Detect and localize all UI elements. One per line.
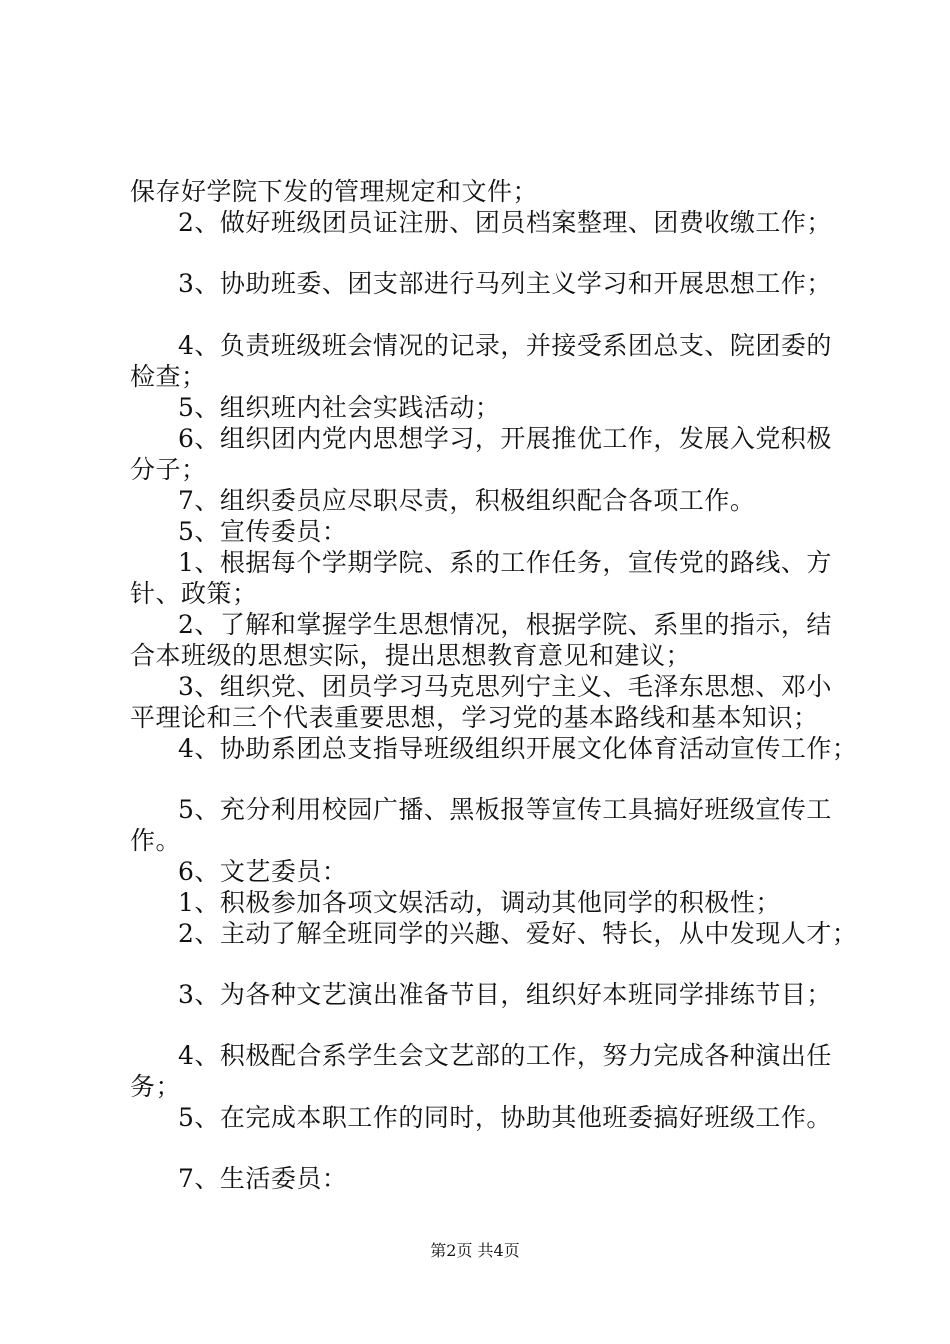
text-line: 2、主动了解全班同学的兴趣、爱好、特长，从中发现人才； [178,919,858,948]
text-line: 保存好学院下发的管理规定和文件； [130,177,539,206]
section-heading: 5、宣传委员： [178,517,348,546]
text-line: 4、协助系团总支指导班级组织开展文化体育活动宣传工作； [178,734,858,763]
text-line: 2、做好班级团员证注册、团员档案整理、团费收缴工作； [178,208,832,237]
section-heading: 7、生活委员： [178,1164,348,1193]
text-line: 1、根据每个学期学院、系的工作任务，宣传党的路线、方 [178,548,832,577]
text-line: 7、组织委员应尽职尽责，积极组织配合各项工作。 [178,486,756,515]
text-line: 检查； [130,362,207,391]
text-line: 5、组织班内社会实践活动； [178,393,501,422]
text-line: 4、负责班级班会情况的记录，并接受系团总支、院团委的 [178,331,832,360]
text-line: 5、在完成本职工作的同时，协助其他班委搞好班级工作。 [178,1103,832,1132]
text-line: 3、组织党、团员学习马克思列宁主义、毛泽东思想、邓小 [178,672,832,701]
page-number-footer: 第2页 共4页 [430,1241,520,1260]
text-line: 1、积极参加各项文娱活动，调动其他同学的积极性； [178,888,781,917]
text-line: 3、协助班委、团支部进行马列主义学习和开展思想工作； [178,269,832,298]
text-line: 6、组织团内党内思想学习，开展推优工作，发展入党积极 [178,424,832,453]
text-line: 3、为各种文艺演出准备节目，组织好本班同学排练节目； [178,980,832,1009]
text-line: 2、了解和掌握学生思想情况，根据学院、系里的指示，结 [178,610,832,639]
text-line: 合本班级的思想实际，提出思想教育意见和建议； [130,641,692,670]
text-line: 4、积极配合系学生会文艺部的工作，努力完成各种演出任 [178,1041,832,1070]
section-heading: 6、文艺委员： [178,857,348,886]
text-line: 作。 [130,826,182,855]
text-line: 针、政策； [130,579,258,608]
text-line: 5、充分利用校园广播、黑板报等宣传工具搞好班级宣传工 [178,795,832,824]
text-line: 分子； [130,455,207,484]
text-line: 务； [130,1072,182,1101]
text-line: 平理论和三个代表重要思想，学习党的基本路线和基本知识； [130,703,819,732]
